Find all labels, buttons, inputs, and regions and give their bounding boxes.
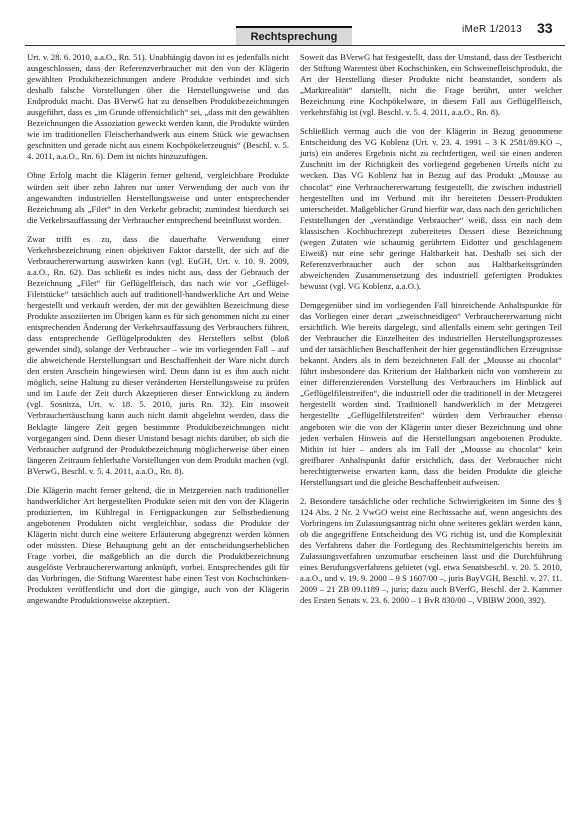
journal-name: iMeR 1/2013 [462, 24, 522, 35]
paragraph: Die Klägerin macht ferner geltend, die in Metzgereien nach traditioneller handwerklicher Art hergestellten Produkte seien mit den von der Klägerin produzierten, im Kühlregal in Fertigpackungen zur Selbstbedienung angebotenen Produkten nicht vergleichbar, sodass die Produkte der Klägerin nicht durch eine weitere Erläuterung abgegrenzt werden können oder müssten. Diese Behauptung geht an der entscheidungserheblichen Frage vorbei, die maßgeblich an die durch die Produktbezeichnung ausgelöste Verbrauchererwartung anknüpft, vorbei. Entsprechendes gilt für das Vorbringen, die Stiftung Warentest habe einen Test von Kochschinken-Produkten veröffentlicht und dort die gängige, auch von der Klägerin angewandte Produktionsweise akzeptiert. [27, 484, 289, 606]
page-number: 33 [537, 20, 553, 36]
paragraph: 2. Besondere tatsächliche oder rechtliche Schwierigkeiten im Sinne des § 124 Abs. 2 Nr. 2 VwGO weist eine Rechtssache auf, wenn angesichts des Vorbringens im Zulassungsantrag nicht ohne weiteres geklärt werden kann, ob die angegriffene Entscheidung des VG richtig ist, und die Komplexität des Verfahrens daher die Fortlegung des Rechtsmittelgerichts bereits im Zulassungsverfahren unzumutbar erscheinen lässt und die Durchführung eines Berufungsverfahrens gebietet (vgl. etwa Senatsbeschl. v. 20. 5. 2010, a.a.O., und v. 19. 9. 2000 – 9 S 1607/00 –, juris BayVGH, Beschl. v. 27. 11. 2009 – 21 ZB 09.1189 –, juris; dazu auch BVerfG, Beschl. der 2. Kammer des Ersten Senats v. 23. 6. 2000 – 1 BvR 830/00 –, VBlBW 2000, 392). [300, 495, 562, 606]
header-rule [25, 45, 565, 46]
paragraph: Zwar trifft es zu, dass die dauerhafte Verwendung einer Verkehrsbezeichnung einen objektiven Faktor darstellt, der sich auf die Verbrauchererwartung auswirken kann (vgl. EuGH, Urt. v. 10. 9. 2009, a.a.O., Rn. 62). Das schließt es indes nicht aus, dass der Gebrauch der Bezeichnung „Filet“ für Geflügelfleisch, das nach wie vor „Geflügel-Filetstücke“ tatsächlich auch auf traditionell-handwerkliche Art und Weise hergestellt und verkauft werden, der mit der gewählten Bezeichnung diese Produkte assoziierten im Übrigen kann es für sich genommen nicht zu einer entsprechenden Änderung der Verkehrsauffassung des Verbrauchers führen, dass entsprechende Geflügelprodukten des Herstellers selbst (bloß gewendet sind), solange der Verbraucher – wie im vorliegenden Fall – auf die abweichende Herstellungsart und Beschaffenheit der Ware nicht durch den ersten Anschein hingewiesen wird. Denn dann ist es ihm auch nicht möglich, seine Haltung zu dieser veränderten Herstellungsweise zu prüfen und im Laufe der Zeit durch Akzeptieren dieser Entwicklung zu ändern (vgl. Sosnitza, Urt. v. 18. 5. 2010, juris Rn. 32). Ein insoweit Verbrauchertäuschung kann auch nicht damit abgelehnt werden, dass die Beklagte längere Zeit gegen bestimmte Produktbezeichnungen nicht vorgegangen sind. Denn dieser Umstand besagt nichts darüber, ob sich die Verbraucher aufgrund der Produktbezeichnung möglicherweise über einen längeren Zeitraum fehlerhafte Vorstellungen von dem Produkt machen (vgl. BVerwG, Beschl. v. 5. 4. 2011, a.a.O., Rn. 8). [27, 233, 289, 476]
paragraph: Ohne Erfolg macht die Klägerin ferner geltend, vergleichbare Produkte würden seit über zehn Jahren nur unter Verwendung der auch von ihr angewandten industriellen Herstellungsweise und unter entsprechender Bezeichnung als „Filet“ in den Verkehr gebracht; zumindest hierdurch sei die Verkehrsauffassung der Verbraucher entsprechend beeinflusst worden. [27, 170, 289, 225]
paragraph: Urt. v. 28. 6. 2010, a.a.O., Rn. 51). Unabhängig davon ist es jedenfalls nicht ausgeschlossen, dass der Referenzverbraucher mit den von der Klägerin gewählten Produktbezeichnungen andere Produkte verbindet und sich deshalb falsche Vorstellungen über die Herstellungsweise und das Endprodukt macht. Das BVerwG hat zu denselben Produktbezeichnungen ausgeführt, dass es „im Grunde offensichtlich“ sei, „dass mit den gewählten Bezeichnungen die Assoziation geweckt werden kann, die Produkte würden wie im traditionellen Fleischerhandwerk aus einem Stück wie gewachsen geschnitten und gerade nicht aus einem Kochpökelerzeugnis“ (Beschl. v. 5. 4. 2011, a.a.O., Rn. 6). Dem ist nichts hinzuzufügen. [27, 52, 289, 162]
page-header [0, 0, 588, 48]
right-column [300, 52, 562, 614]
left-column [27, 52, 289, 614]
paragraph: Soweit das BVerwG hat festgestellt, dass der Umstand, dass der Testbericht der Stiftung Warentest über Kochschinken, ein Schweinefleischprodukt, die Art der Herstellung dieser Produkte nicht beanstandet, sondern als „Marktrealität“ darstellt, nicht die Frage berührt, unter welcher Bezeichnung eine Kochpökelware, in diesem Fall aus Geflügelfleisch, verkehrsfähig ist (vgl. Beschl. v. 5. 4. 2011, a.a.O., Rn. 8). [300, 52, 562, 118]
paragraph: Schließlich vermag auch die von der Klägerin in Bezug genommene Entscheidung des VG Koblenz (Urt. v. 23. 4. 1991 – 3 K 2581/89.KO –, juris) ein anderes Ergebnis nicht zu rechtfertigen, weil sie einen anderen Zuschnitt im der Richtigkeit des vorliegend gegebenen Urteils nicht zu wecken. Das VG Koblenz hat in Bezug auf das Produkt „Mousse au chocolat“ eine Verbrauchererwartung festgestellt, die zwischen industriell hergestellten und im Verbund mit ihr bereiteten Dessert-Produkten unterscheidet. Maßgeblicher Grund hierfür war, dass nach den gerichtlichen Feststellungen der „verständige Verbraucher“ weiß, dass ein nach dem klassischen Kochbuchrezept zubereitetes Dessert diese Bezeichnung (wegen Zutaten wie schaumig gerührtem Eidotter und geschlagenem Eiweiß) nur eine sehr geringe Haltbarkeit hat. Deshalb sei sich der Referenzverbraucher auch der schon aus Haltbarkeitsgründen abweichenden Zusammensetzung des industriell gefertigten Produktes bewusst (vgl. VG Koblenz, a.a.O.). [300, 126, 562, 291]
paragraph: Demgegenüber sind im vorliegenden Fall hinreichende Anhaltspunkte für das Vorliegen einer derart „zweischneidigen“ Verbrauchererwartung nicht ersichtlich. Wie bereits dargelegt, sind allenfalls einem sehr geringen Teil der Verbraucher die Einzelheiten des industriellen Herstellungsprozesses und der tatsächlichen Beschaffenheit der hier gegenständlichen Erzeugnisse bekannt. Anders als in dem bezeichneten Fall der „Mousse au chocolat“ führt insbesondere das Kriterium der Haltbarkeit nicht von vornherein zu einer differenzierenden Vorstellung des Verbrauchers im Hinblick auf „Geflügelfiletstreifen“, die industriell oder die traditionell in der Metzgerei hergestellt worden sind. Traditionell handwerklich in der Metzgerei hergestellte „Geflügelfiletstreifen“ würden dem Verbraucher ebenso angeboten wie die von der Klägerin unter dieser Bezeichnung und ohne jeden verbalen Hinweis auf die Herstellungsart angebotenen Produkte. Mithin ist hier – anders als im Fall der „Mousse au chocolat“ kein greifbarer Anhaltspunkt dafür ersichtlich, dass der Verbraucher nicht berechtigterweise erwarten kann, dass die beiden Produkte die gleiche Herstellungsart und die gleiche Beschaffenheit aufweisen. [300, 299, 562, 487]
section-title: Rechtsprechung [236, 26, 352, 46]
